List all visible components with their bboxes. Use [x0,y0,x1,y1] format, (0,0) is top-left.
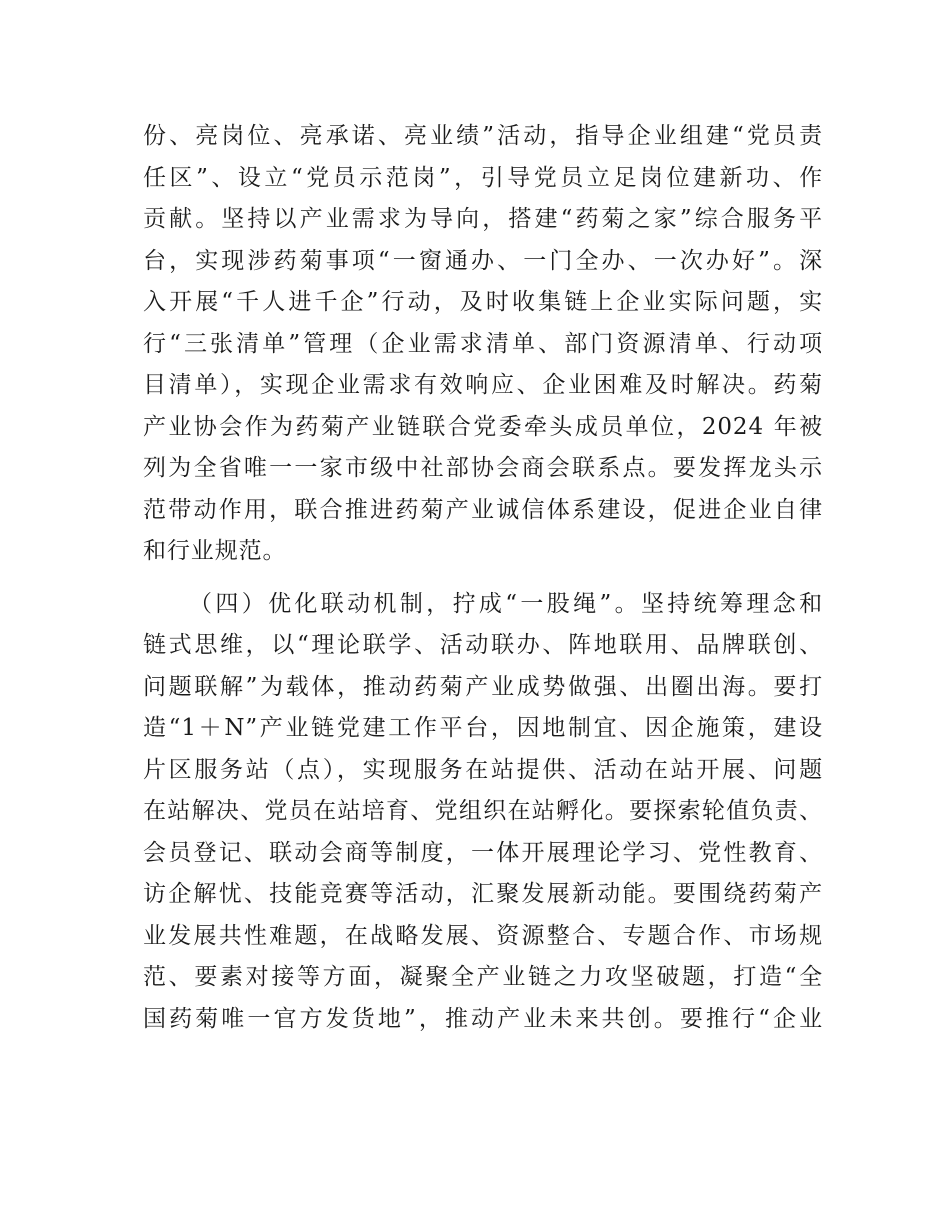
text-line: 业发展共性难题，在战略发展、资源整合、专题合作、市场规 [143,922,823,949]
text-line: 列为全省唯一一家市级中社部协会商会联系点。要发挥龙头示 [143,455,823,481]
text-line: 在站解决、党员在站培育、党组织在站孵化。要探索轮值负责、 [143,798,823,824]
text-line: 贡献。坚持以产业需求为导向，搭建“药菊之家”综合服务平 [143,206,823,232]
text-line: 台，实现涉药菊事项“一窗通办、一门全办、一次办好”。深 [143,247,823,274]
text-line: 范带动作用，联合推进药菊产业诚信体系建设，促进企业自律 [143,496,823,523]
text-line: 问题联解”为载体，推动药菊产业成势做强、出圈出海。要打 [143,673,823,700]
text-line: 片区服务站（点），实现服务在站提供、活动在站开展、问题 [143,756,823,783]
paragraph-spacer [143,573,823,584]
paragraph [143,116,823,573]
text-line: 行“三张清单”管理（企业需求清单、部门资源清单、行动项 [143,330,823,357]
text-line: 和行业规范。 [143,538,287,564]
text-line: 国药菊唯一官方发货地”，推动产业未来共创。要推行“企业 [143,1005,823,1032]
text-line: 访企解忧、技能竞赛等活动，汇聚发展新动能。要围绕药菊产 [143,881,823,907]
text-line: 入开展“千人进千企”行动，及时收集链上企业实际问题，实 [143,289,823,315]
text-line: 产业协会作为药菊产业链联合党委牵头成员单位，2024 年被 [143,413,823,440]
text-line: 链式思维，以“理论联学、活动联办、阵地联用、品牌联创、 [143,632,823,658]
paragraph [143,584,823,1041]
text-line: 范、要素对接等方面，凝聚全产业链之力攻坚破题，打造“全 [143,964,823,990]
text-line: 目清单），实现企业需求有效响应、企业困难及时解决。药菊 [143,372,823,398]
text-line: 份、亮岗位、亮承诺、亮业绩”活动，指导企业组建“党员责 [143,123,823,149]
text-line: 造“1＋N”产业链党建工作平台，因地制宜、因企施策，建设 [143,715,823,741]
text-line: 任区”、设立“党员示范岗”，引导党员立足岗位建新功、作 [143,164,823,191]
document-body [143,116,823,1040]
text-line: （四）优化联动机制，拧成“一股绳”。坚持统筹理念和 [189,590,823,617]
text-line: 会员登记、联动会商等制度，一体开展理论学习、党性教育、 [143,839,823,866]
